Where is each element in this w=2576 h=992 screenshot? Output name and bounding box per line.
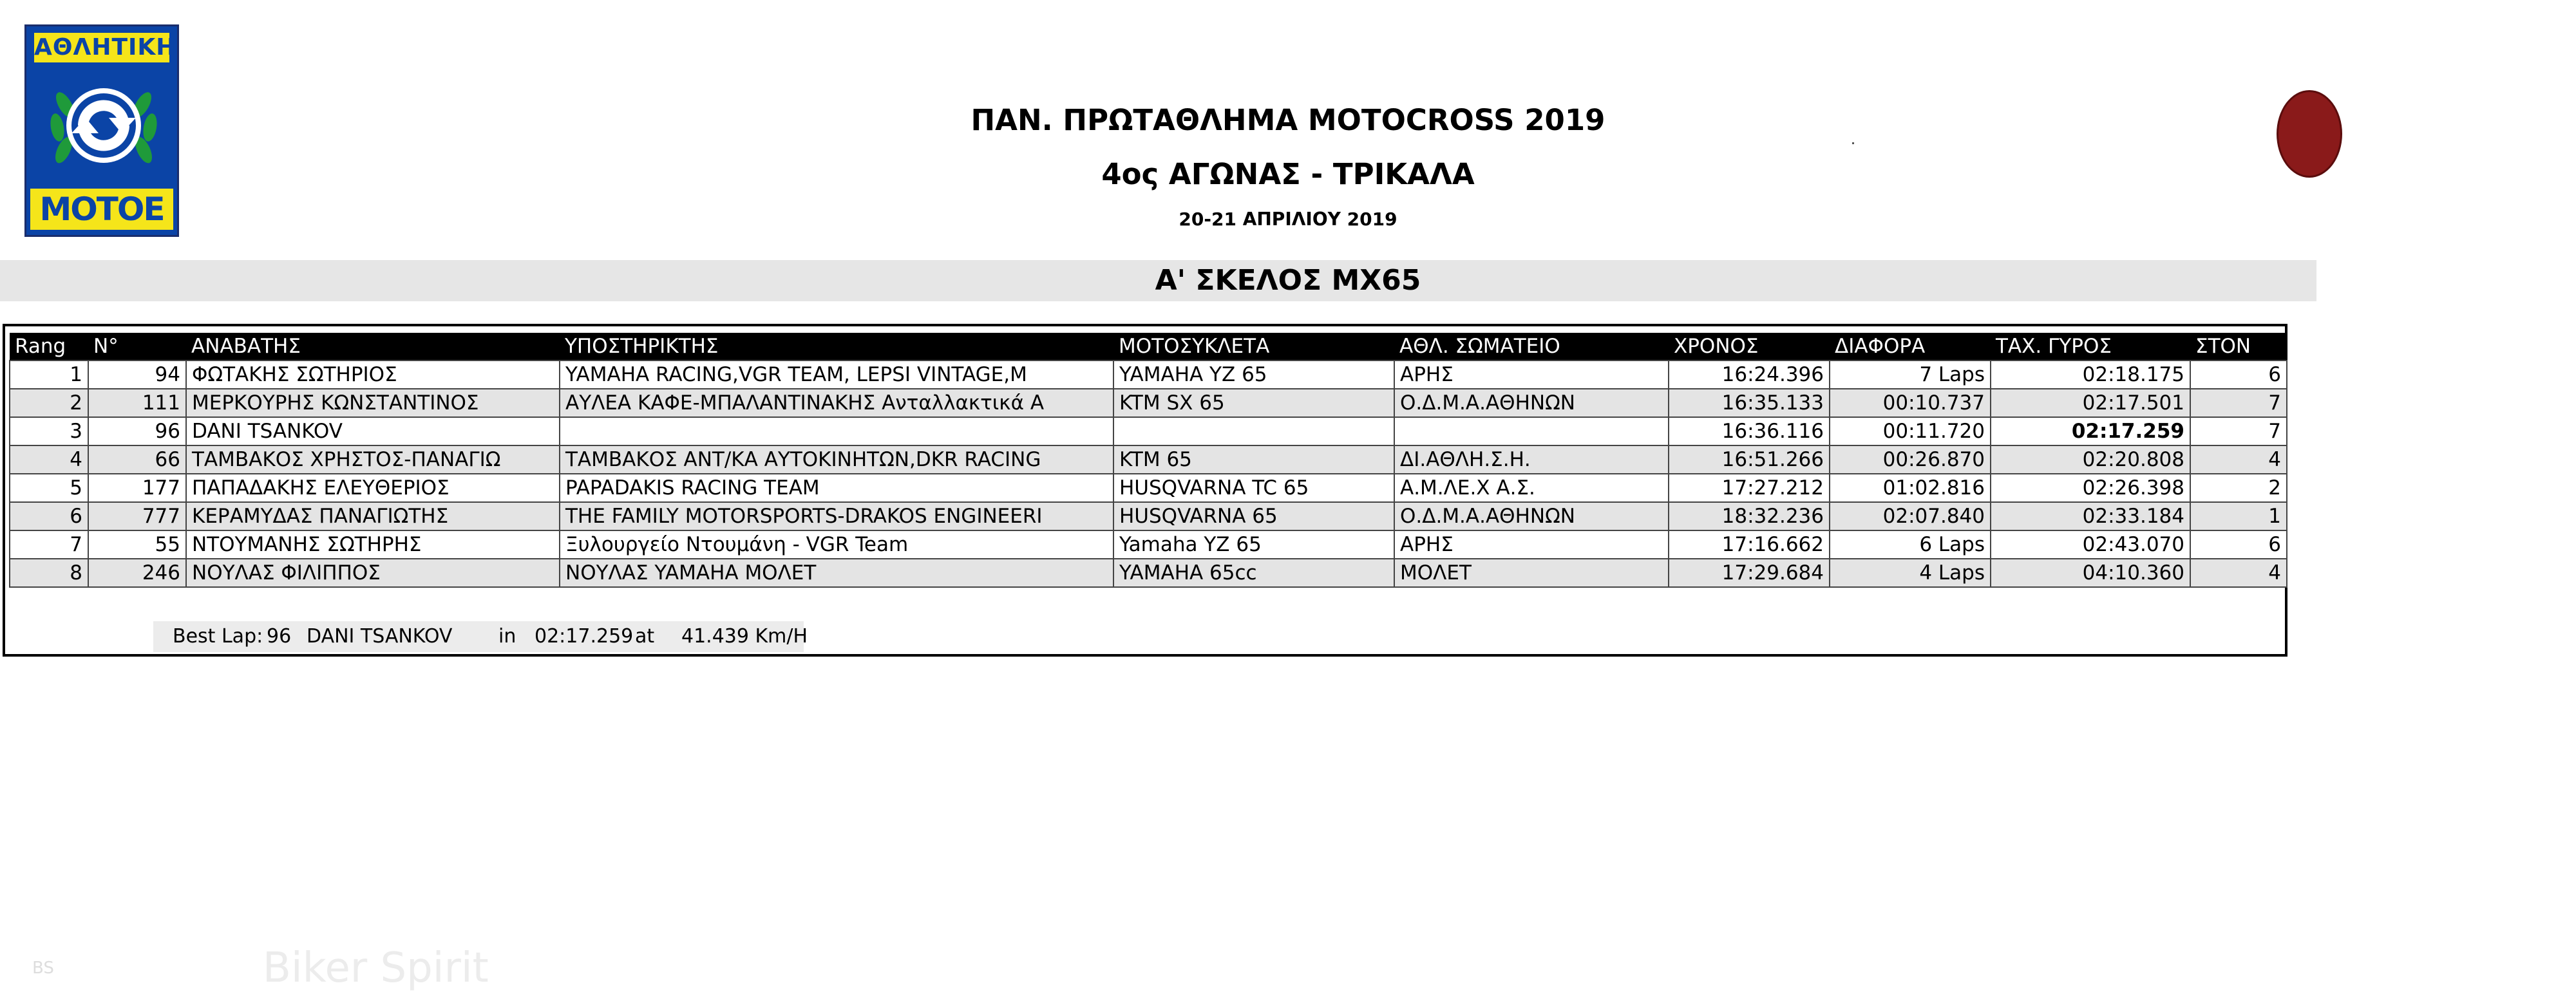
table-body bbox=[10, 360, 2287, 587]
table-header-row bbox=[10, 333, 2287, 360]
column-header-motorcycle: ΜΟΤΟΣΥΚΛΕΤΑ bbox=[1113, 333, 1394, 360]
watermark-text: Biker Spirit bbox=[263, 944, 489, 992]
cell-fastest-lap: 04:10.360 bbox=[1991, 559, 2190, 587]
cell-gap: 7 Laps bbox=[1830, 360, 1991, 389]
column-header-time: ΧΡΟΝΟΣ bbox=[1669, 333, 1830, 360]
cell-gap: 02:07.840 bbox=[1830, 502, 1991, 530]
cell-gap: 00:11.720 bbox=[1830, 417, 1991, 445]
results-table bbox=[9, 333, 2287, 588]
cell-club: ΔΙ.ΑΘΛΗ.Σ.Η. bbox=[1394, 445, 1669, 474]
cell-rider: DANI TSANKOV bbox=[186, 417, 560, 445]
watermark-badge: BS bbox=[32, 959, 54, 978]
cell-gap: 00:10.737 bbox=[1830, 389, 1991, 417]
best-lap-time: 02:17.259 bbox=[535, 625, 634, 648]
cell-rank: 5 bbox=[10, 474, 88, 502]
cell-club: ΜΟΛΕΤ bbox=[1394, 559, 1669, 587]
logo-top-text: ΑΘΛΗΤΙΚΗ bbox=[34, 33, 169, 62]
cell-sponsor: ΝΟΥΛΑΣ YAMAHA ΜΟΛΕΤ bbox=[560, 559, 1113, 587]
cell-motorcycle: YAMAHA YZ 65 bbox=[1113, 360, 1394, 389]
class-band bbox=[0, 260, 2316, 301]
table-row bbox=[10, 502, 2287, 530]
cell-rider: ΦΩΤΑΚΗΣ ΣΩΤΗΡΙΟΣ bbox=[186, 360, 560, 389]
cell-rank: 6 bbox=[10, 502, 88, 530]
cell-sponsor: PAPADAKIS RACING TEAM bbox=[560, 474, 1113, 502]
cell-gap: 00:26.870 bbox=[1830, 445, 1991, 474]
cell-rider: ΤΑΜΒΑΚΟΣ ΧΡΗΣΤΟΣ-ΠΑΝΑΓΙΩ bbox=[186, 445, 560, 474]
cell-motorcycle bbox=[1113, 417, 1394, 445]
best-lap-label: Best Lap: bbox=[173, 625, 263, 648]
cell-club: Ο.Δ.Μ.Α.ΑΘΗΝΩΝ bbox=[1394, 502, 1669, 530]
cell-club: ΑΡΗΣ bbox=[1394, 530, 1669, 559]
table-row bbox=[10, 559, 2287, 587]
cell-rank: 2 bbox=[10, 389, 88, 417]
cell-motorcycle: HUSQVARNA TC 65 bbox=[1113, 474, 1394, 502]
cell-on-lap: 1 bbox=[2190, 502, 2287, 530]
table-row bbox=[10, 530, 2287, 559]
cell-fastest-lap: 02:20.808 bbox=[1991, 445, 2190, 474]
cell-time: 16:51.266 bbox=[1669, 445, 1830, 474]
cell-sponsor: Ξυλουργείο Ντουμάνη - VGR Team bbox=[560, 530, 1113, 559]
column-header-number: N° bbox=[88, 333, 186, 360]
cell-rank: 4 bbox=[10, 445, 88, 474]
table-row bbox=[10, 360, 2287, 389]
best-lap-number: 96 bbox=[267, 625, 292, 648]
cell-number: 55 bbox=[88, 530, 186, 559]
stray-dot bbox=[1852, 142, 1854, 144]
cell-time: 16:24.396 bbox=[1669, 360, 1830, 389]
cell-motorcycle: KTM SX 65 bbox=[1113, 389, 1394, 417]
cell-rank: 7 bbox=[10, 530, 88, 559]
best-lap-at-label: at bbox=[635, 625, 655, 648]
cell-on-lap: 4 bbox=[2190, 445, 2287, 474]
cell-on-lap: 2 bbox=[2190, 474, 2287, 502]
cell-sponsor: ΑΥΛΕΑ ΚΑΦΕ-ΜΠΑΛΑΝΤΙΝΑΚΗΣ Ανταλλακτικά Α bbox=[560, 389, 1113, 417]
best-lap-box bbox=[153, 621, 808, 652]
cell-rider: ΚΕΡΑΜΥΔΑΣ ΠΑΝΑΓΙΩΤΗΣ bbox=[186, 502, 560, 530]
cell-on-lap: 4 bbox=[2190, 559, 2287, 587]
cell-sponsor: ΤΑΜΒΑΚΟΣ ΑΝΤ/ΚΑ ΑΥΤΟΚΙΝΗΤΩΝ,DKR RACING bbox=[560, 445, 1113, 474]
cell-sponsor: THE FAMILY MOTORSPORTS-DRAKOS ENGINEERI bbox=[560, 502, 1113, 530]
cell-time: 18:32.236 bbox=[1669, 502, 1830, 530]
cell-time: 17:27.212 bbox=[1669, 474, 1830, 502]
cell-club: Ο.Δ.Μ.Α.ΑΘΗΝΩΝ bbox=[1394, 389, 1669, 417]
cell-rank: 1 bbox=[10, 360, 88, 389]
cell-motorcycle: HUSQVARNA 65 bbox=[1113, 502, 1394, 530]
cell-club: Α.Μ.ΛΕ.Χ Α.Σ. bbox=[1394, 474, 1669, 502]
cell-number: 96 bbox=[88, 417, 186, 445]
table-row bbox=[10, 417, 2287, 445]
cell-fastest-lap: 02:17.501 bbox=[1991, 389, 2190, 417]
table-row bbox=[10, 445, 2287, 474]
cell-gap: 6 Laps bbox=[1830, 530, 1991, 559]
cell-number: 94 bbox=[88, 360, 186, 389]
cell-on-lap: 6 bbox=[2190, 360, 2287, 389]
best-lap-in-label: in bbox=[498, 625, 516, 648]
cell-fastest-lap: 02:18.175 bbox=[1991, 360, 2190, 389]
cell-time: 16:35.133 bbox=[1669, 389, 1830, 417]
cell-motorcycle: KTM 65 bbox=[1113, 445, 1394, 474]
cell-number: 111 bbox=[88, 389, 186, 417]
cell-rider: ΝΟΥΛΑΣ ΦΙΛΙΠΠΟΣ bbox=[186, 559, 560, 587]
best-lap-speed: 41.439 Km/H bbox=[681, 625, 808, 648]
cell-gap: 01:02.816 bbox=[1830, 474, 1991, 502]
cell-on-lap: 6 bbox=[2190, 530, 2287, 559]
cell-sponsor: YAMAHA RACING,VGR TEAM, LEPSI VINTAGE,M bbox=[560, 360, 1113, 389]
cell-rank: 3 bbox=[10, 417, 88, 445]
cell-club: ΑΡΗΣ bbox=[1394, 360, 1669, 389]
cell-rider: ΝΤΟΥΜΑΝΗΣ ΣΩΤΗΡΗΣ bbox=[186, 530, 560, 559]
cell-on-lap: 7 bbox=[2190, 417, 2287, 445]
column-header-rider: ΑΝΑΒΑΤΗΣ bbox=[186, 333, 560, 360]
cell-gap: 4 Laps bbox=[1830, 559, 1991, 587]
column-header-rank: Rang bbox=[10, 333, 88, 360]
column-header-club: ΑΘΛ. ΣΩΜΑΤΕΙΟ bbox=[1394, 333, 1669, 360]
cell-number: 177 bbox=[88, 474, 186, 502]
column-header-gap: ΔΙΑΦΟΡΑ bbox=[1830, 333, 1991, 360]
column-header-on-lap: ΣΤΟΝ bbox=[2190, 333, 2287, 360]
cell-rider: ΜΕΡΚΟΥΡΗΣ ΚΩΝΣΤΑΝΤΙΝΟΣ bbox=[186, 389, 560, 417]
table-row bbox=[10, 474, 2287, 502]
column-header-sponsor: ΥΠΟΣΤΗΡΙΚΤΗΣ bbox=[560, 333, 1113, 360]
cell-fastest-lap: 02:33.184 bbox=[1991, 502, 2190, 530]
cell-on-lap: 7 bbox=[2190, 389, 2287, 417]
cell-number: 777 bbox=[88, 502, 186, 530]
cell-fastest-lap: 02:26.398 bbox=[1991, 474, 2190, 502]
column-header-fastest-lap: ΤΑΧ. ΓΥΡΟΣ bbox=[1991, 333, 2190, 360]
cell-fastest-lap: 02:43.070 bbox=[1991, 530, 2190, 559]
cell-rider: ΠΑΠΑΔΑΚΗΣ ΕΛΕΥΘΕΡΙΟΣ bbox=[186, 474, 560, 502]
cell-time: 17:29.684 bbox=[1669, 559, 1830, 587]
cell-fastest-lap: 02:17.259 bbox=[1991, 417, 2190, 445]
results-panel bbox=[3, 324, 2287, 992]
event-title: ΠΑΝ. ΠΡΩΤΑΘΛΗΜΑ MOTOCROSS 2019 bbox=[971, 103, 1605, 137]
event-dates: 20-21 ΑΠΡΙΛΙΟΥ 2019 bbox=[1179, 209, 1397, 230]
cell-time: 16:36.116 bbox=[1669, 417, 1830, 445]
cell-number: 66 bbox=[88, 445, 186, 474]
table-row bbox=[10, 389, 2287, 417]
cell-motorcycle: YAMAHA 65cc bbox=[1113, 559, 1394, 587]
cell-sponsor bbox=[560, 417, 1113, 445]
cell-number: 246 bbox=[88, 559, 186, 587]
best-lap-rider: DANI TSANKOV bbox=[307, 625, 453, 648]
cell-motorcycle: Yamaha YZ 65 bbox=[1113, 530, 1394, 559]
cell-club bbox=[1394, 417, 1669, 445]
cell-time: 17:16.662 bbox=[1669, 530, 1830, 559]
cell-rank: 8 bbox=[10, 559, 88, 587]
logo-bottom-text: ΜΟΤΟΕ bbox=[30, 189, 173, 230]
class-title: Α' ΣΚΕΛΟΣ MX65 bbox=[1155, 264, 1421, 297]
event-subtitle: 4ος ΑΓΩΝΑΣ - ΤΡΙΚΑΛΑ bbox=[1101, 157, 1475, 191]
